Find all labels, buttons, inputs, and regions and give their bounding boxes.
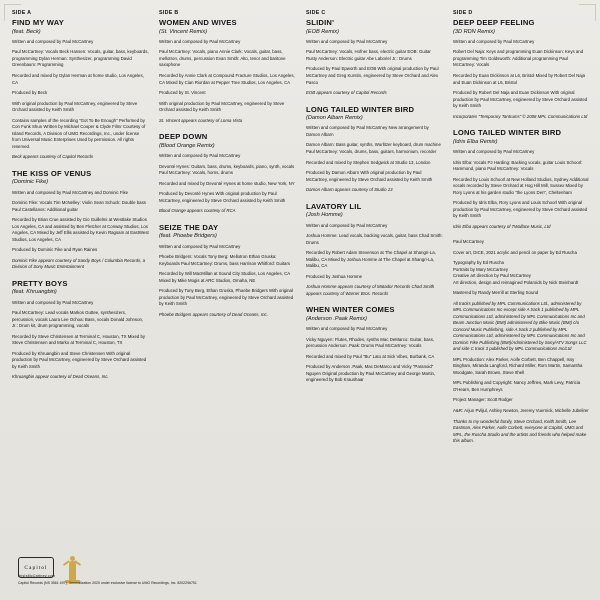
credit-line: Recorded and mixed by Devonté Hynes at home studio, New York, NY [159,180,295,186]
credit-line-courtesy: Damon Albarn appears courtesy of Studio 13 [306,187,393,193]
track-title: LONG TAILED WINTER BIRD [453,128,562,138]
side-label-b: SIDE B [159,10,179,16]
credit-line: Damon Albarn: Bass guitar, synths, Wurlitzer keyboard, drum machine Paul McCartney: Vocals, drums, bass, guitars, harmonium, recorder [306,142,441,154]
credit-line: Paul McCartney: Vocals, piano Annie Clark: Vocals, guitar, bass, mellotron, drums, percussion Evan Smith: Alto, tenor and baritone saxophone [159,49,286,68]
track-subtitle: (feat. Beck) [12,28,41,35]
track-long-tailed-winter-bird-elba [453,129,590,230]
track-deep-deep-feeling [453,19,590,120]
side-label-d: SIDE D [453,10,473,16]
credit-line: With original production by Paul McCartney, engineered by Steve Orchard assisted by Keith Smith [159,100,285,113]
credit-line: Produced by Paul Epworth and EOB With original production by Paul McCartney and Greg Kurstin, engineered by Steve Orchard and Alex Pasco [306,66,439,85]
track-lavatory-lil [306,203,443,298]
track-subtitle: (Idris Elba Remix) [453,138,498,145]
track-subtitle: (EOB Remix) [306,28,339,35]
credit-line: Recorded by Annie Clark at Compound Fracture Studios, Los Angeles, CA Mixed by Cian Riordan at Pepper Tree Studios, Los Angeles, CA [159,72,295,85]
track-subtitle: (St. Vincent Remix) [159,28,208,35]
track-title: LAVATORY LIL [306,201,362,211]
credit-line-courtesy: Beck appears courtesy of Capitol Records [12,154,94,160]
track-title: WHEN WINTER COMES [306,305,395,315]
credit-line-courtesy: Phoebe Bridgers appears courtesy of Dead Oceans, Inc. [159,311,268,317]
crop-mark-top-right [579,4,596,21]
track-subtitle: (Blood Orange Remix) [159,142,215,149]
portraits-line: Portraits by Mary McCartney [453,266,509,272]
credit-line: Recorded and mixed by Stephen Sedgwick at Studio 13, London [306,159,431,165]
credit-line: Written and composed by Paul McCartney [12,299,94,305]
credit-line: Paul McCartney: Vocals, Hofner bass, electric guitar EOB: Guitar Rusty Anderson: Electric guitar Abe Laboriel Jr.: Drums [306,49,431,61]
credit-line: Idris Elba: Vocals PJ Harding: Backing vocals, guitar Louis Schoorl: Hammond, piano Paul McCartney: Vocals [453,159,583,172]
track-subtitle: (Anderson .Paak Remix) [306,315,367,322]
track-subtitle: (Dominic Fike) [12,179,49,186]
track-seize-the-day [159,224,296,319]
column-side-a [12,10,149,555]
track-credits [159,39,296,124]
track-deep-down [159,133,296,215]
track-women-and-wives [159,19,296,124]
track-credits [453,149,590,230]
credit-line-publishing: Incorporates "Temporary Tantrums" © 2008 MPL Communications Ltd [453,113,588,119]
creative-direction-line: Creative art direction by Paul McCartney [453,273,531,279]
credit-line: Recorded by Brian Crue assisted by Gio Guillelmi at Westlake Studios Los Angeles, CA and assisted by Ben Fletcher at Conway Studios, Los Angeles, CA Mixed by Jeff Ellis assisted by Kevin Ragsam at EastWest Studios, Los Angeles, CA [12,217,149,242]
credit-line: With original production by Paul McCartney, engineered by Steve Orchard assisted by Keith Smith [12,100,138,113]
track-subtitle: (Damon Albarn Remix) [306,115,363,122]
track-credits [12,190,149,271]
track-subtitle: (Josh Homme) [306,212,343,219]
track-credits [453,39,590,120]
credit-line: Produced by Robert Del Naja and Euan Dickinson With original production by Paul McCartney, engineered by Steve Orchard assisted by Keith Smith [453,90,588,109]
track-credits [12,300,149,381]
credit-line: Contains samples of the recording "Got To Be Enough" Performed by Con Funk Shun Written by Michael Cooper & Clyde Filmr Courtesy of Island Records, A Division of UMG Recordings, Inc., under license from Universal Music Enterprises Used by permission. All rights reserved. [12,117,146,149]
mastering-line: Mastered by Randy Merrill at Sterling Sound [453,290,539,296]
mpl-publishing-line: MPL Publishing and Copyright: Nancy Jeffries, Mark Levy, Patricia O'Hearn, Ben Humphreys [453,380,581,392]
track-title: DEEP DOWN [159,132,208,142]
legal-copyright-text: Capitol Records (NS 3561 497), Generalization 2020 under exclusive license to UMG Recordings, Inc. 8202296751 [18,581,197,585]
credit-line: Produced by St. Vincent [159,90,206,96]
credit-line: Recorded by Robert Adam Stevenson at The Chapel at Shangri-La, Malibu, CA Mixed by Joshua Homme at The Chapel at Shangri-La, Malibu, CA [306,250,436,269]
credits-columns [12,10,588,555]
credit-line: Produced by Khruangbin and Steve Christensen With original production by Paul McCartney, engineered by Steve Orchard assisted by Keith Smith [12,350,147,369]
track-slidin [306,19,443,97]
credit-line: Written and composed by Paul McCartney [306,326,388,332]
credit-line-courtesy: Dominic Fike appears courtesy of Sandy Boys / Columbia Records, a Division of Sony Music Entertainment [12,257,146,270]
credit-line: Joshua Homme: Lead vocals, backing vocals, guitar, bass Chad Smith: Drums [306,233,443,245]
track-subtitle: (feat. Khruangbin) [12,289,57,296]
credit-line: Robert Del Naja: Keys and programming Euan Dickinson: Keys and programming Tim Goldsworth: Additional programming Paul McCartney: Vocals [453,49,584,68]
track-credits [12,39,149,161]
credit-line: Written and composed by Paul McCartney [12,38,94,44]
credit-line: Paul McCartney: Lead vocals Markos Guttee, synthesizers, percussion, vocals Laura Lee Ochoa: Bass, vocals Donald Johnson, Jr.: Drum kit, drum programming, vocals [12,310,144,329]
credit-line: Dominic Fike: Vocals Tim McNelley: Violin Sean Schuck: Double bass Paul Castellanos: Additional guitar [12,200,146,212]
track-subtitle: (3D RDN Remix) [453,28,495,35]
track-long-tailed-winter-bird-albarn [306,106,443,194]
credit-line: Produced by Joshua Homme [306,273,363,279]
credit-line: Produced by Anderson .Paak, Mac DeMarco and Vicky "Paranoid" Nguyen Original production by Paul McCartney and George Martin, engineered by Bob Kraushaar [306,364,436,383]
credit-line: Recorded by Steve Christensen at Terminal C, Houston, TX Mixed by Steve Christensen and Marko at Terminal C, Houston, TX [12,333,146,346]
track-credits [159,153,296,215]
typography-line: Typography by Ed Ruscha [453,260,504,266]
credit-line: Paul McCartney: Vocals Beck Hansen: Vocals, guitar, bass, keyboards, programming Dylan Herman: Synthesizer, programming David Greenbaum: Programming [12,49,149,68]
track-find-my-way [12,19,149,161]
credit-line: Recorded by Will MacMillan at Sound City Studios, Los Angeles, CA Mixed by Mike Mogis at ARC Studios, Omaha, NE [159,271,290,283]
track-pretty-boys [12,280,149,381]
credit-line-courtesy: Blood Orange appears courtesy of RCA [159,208,236,214]
credit-line: Recorded by Euan Dickinson at L6, Bristol Mixed by Robert Del Naja and Euan Dickinson at L6, Bristol [453,72,586,85]
track-credits [306,223,443,298]
cover-art-line: Cover art, DICE, 2021 acrylic and pencil on paper by Ed Ruscha [453,249,577,255]
track-credits [306,125,443,193]
credit-line: Produced by Damon Albarn With original production by Paul McCartney, engineered by Steve Orchard assisted by Keith Smith [306,170,433,182]
sleeve-footer [12,555,588,600]
credit-line: Written and composed by Paul McCartney [306,38,388,44]
credit-line: Recorded and mixed by Dylan Herman at home studio, Los Angeles, CA [12,72,144,85]
track-title: SEIZE THE DAY [159,222,219,232]
credit-line: Phoebe Bridgers: Vocals Tony Berg: Mellotron Ethan Gruska: Keyboards Paul McCartney: Drums, bass Harrison Whitford: Guitars [159,254,291,266]
credit-line: Written and composed by Paul McCartney New arrangement by Damon Albarn [306,125,429,137]
publishing-legal-line: All tracks published by MPL Communications Ltd., administered by MPL Communications Inc except side A track 1 published by MPL Communications Ltd, administered by MPL Communications Inc and Beam Junction Music (BMI) administered by Bike Music (BMI) c/o Concord Music Publishing, side A track 2 published by MPL Communications Ltd, administered by MPL Communications Inc and Dominic Fike Publishing (BMI)/Administered by Sony/ATV Songs LLC and side C track 3 published by MPL Communications Inc/Ltd [453,300,587,352]
credit-line: Recorded and mixed by Paul "Bu" Lato at Sick Vibes, Burbank, CA [306,353,435,359]
credit-line: Written and composed by Paul McCartney [159,153,241,158]
credit-line: Vicky Nguyen: Flutes, Rhodes, synths Mac DeMarco: Guitar, bass, percussion Anderson .Paak: Drums Paul McCartney: Vocals [306,336,435,349]
credit-line-courtesy: EOB appears courtesy of Capitol Records [306,90,387,96]
track-subtitle: (feat. Phoebe Bridgers) [159,233,217,240]
track-when-winter-comes [306,306,443,384]
project-manager-line: Project Manager: Scott Rodger [453,397,513,403]
credit-line: Recorded by Louis Schoorl at New Holland Studios, Sydney Additional vocals recorded by Steve Orchard at Hog Hill Mill, Sussex Mixed by Rory Lyons at his garden studio "the Lyons Den", Cheltenham [453,176,589,195]
credit-line: Produced by Dominic Fike and Ryan Raines [12,247,98,253]
side-label-c: SIDE C [306,10,326,16]
credit-line: Devonté Hynes: Guitars, bass, drums, keyboards, piano, synth, vocals Paul McCartney: Vocals, horns, drums [159,163,295,176]
credit-line: Written and composed by Paul McCartney [453,38,535,44]
credit-line: Written and composed by Paul McCartney [453,149,535,154]
column-side-d [453,10,590,555]
credit-line: Written and composed by Paul McCartney [159,38,241,44]
production-credits-block [453,239,590,444]
track-credits [306,39,443,97]
credit-line-courtesy: Khruangbin appear courtesy of Dead Oceans, Inc. [12,374,109,380]
website-mark: thisIsMcCartney.com [18,574,56,578]
credit-line: Produced by Devonté Hynes With original production by Paul McCartney, engineered by Steve Orchard assisted by Keith Smith [159,191,286,203]
art-direction-line: Art direction, design and reimagined Polaroids by Nick Steinhardt [453,279,579,285]
mpl-production-line: MPL Production: Alex Parker, Aoife Corbett, Ben Chappell, Issy Bingham, Miranda Langford, Richard Miller, Rom Martin, Samantha Woodgate, Sarah Brown, Steve Ithell [453,356,583,375]
credit-line-courtesy: St. Vincent appears courtesy of Loma Vista [159,117,243,123]
produced-by-line: Paul McCartney [453,239,484,245]
track-title: FIND MY WAY [12,18,64,27]
track-the-kiss-of-venus [12,170,149,271]
track-title: LONG TAILED WINTER BIRD [306,104,415,114]
credit-line: Written and composed by Paul McCartney [159,243,241,249]
credit-line: Written and composed by Paul McCartney and Dominic Fike [12,189,129,195]
column-side-b [159,10,296,555]
credit-line-courtesy: Idris Elba appears courtesy of 7Wallace Music, Ltd [453,223,551,229]
track-title: SLIDIN' [306,18,335,27]
track-title: PRETTY BOYS [12,278,68,288]
side-label-a: SIDE A [12,10,32,16]
credit-line: Produced by Beck [12,90,48,96]
credit-line-courtesy: Joshua Homme appears courtesy of Matador Records Chad Smith appears courtesy of Warner Bros. Records [306,284,435,296]
track-credits [306,326,443,384]
track-title: WOMEN AND WIVES [159,18,237,27]
crop-mark-top-left [4,4,21,21]
credit-line: Produced by Idris Elba, Rory Lyons and Louis Schoorl With original production by Paul McCartney, engineered by Steve Orchard assisted by Keith Smith [453,200,588,219]
credit-line: Produced by Tony Berg, Ethan Gruska, Phoebe Bridgers With original production by Paul McCartney, engineered by Steve Orchard assisted by Keith Smith [159,288,294,307]
capitol-records-logo: Capitol [18,557,54,578]
track-title: THE KISS OF VENUS [12,168,92,178]
anr-line: A&R: Arjun Pvlijul, Ashley Newton, Jeremy Vuernick, Michelle Jubelirer [453,407,589,413]
track-title: DEEP DEEP FEELING [453,18,535,27]
credit-line: Written and composed by Paul McCartney [306,222,388,228]
track-credits [159,244,296,319]
thanks-line: Thanks to my wonderful family, Steve Orchard, Keith Smith, Lee Eastman, Alex Parker, Aoife Corbett, everyone at Capitol, UMG and MPL, the Ruscha Studio and the artists and friends who helped make this album. [453,418,587,444]
column-side-c [306,10,443,555]
